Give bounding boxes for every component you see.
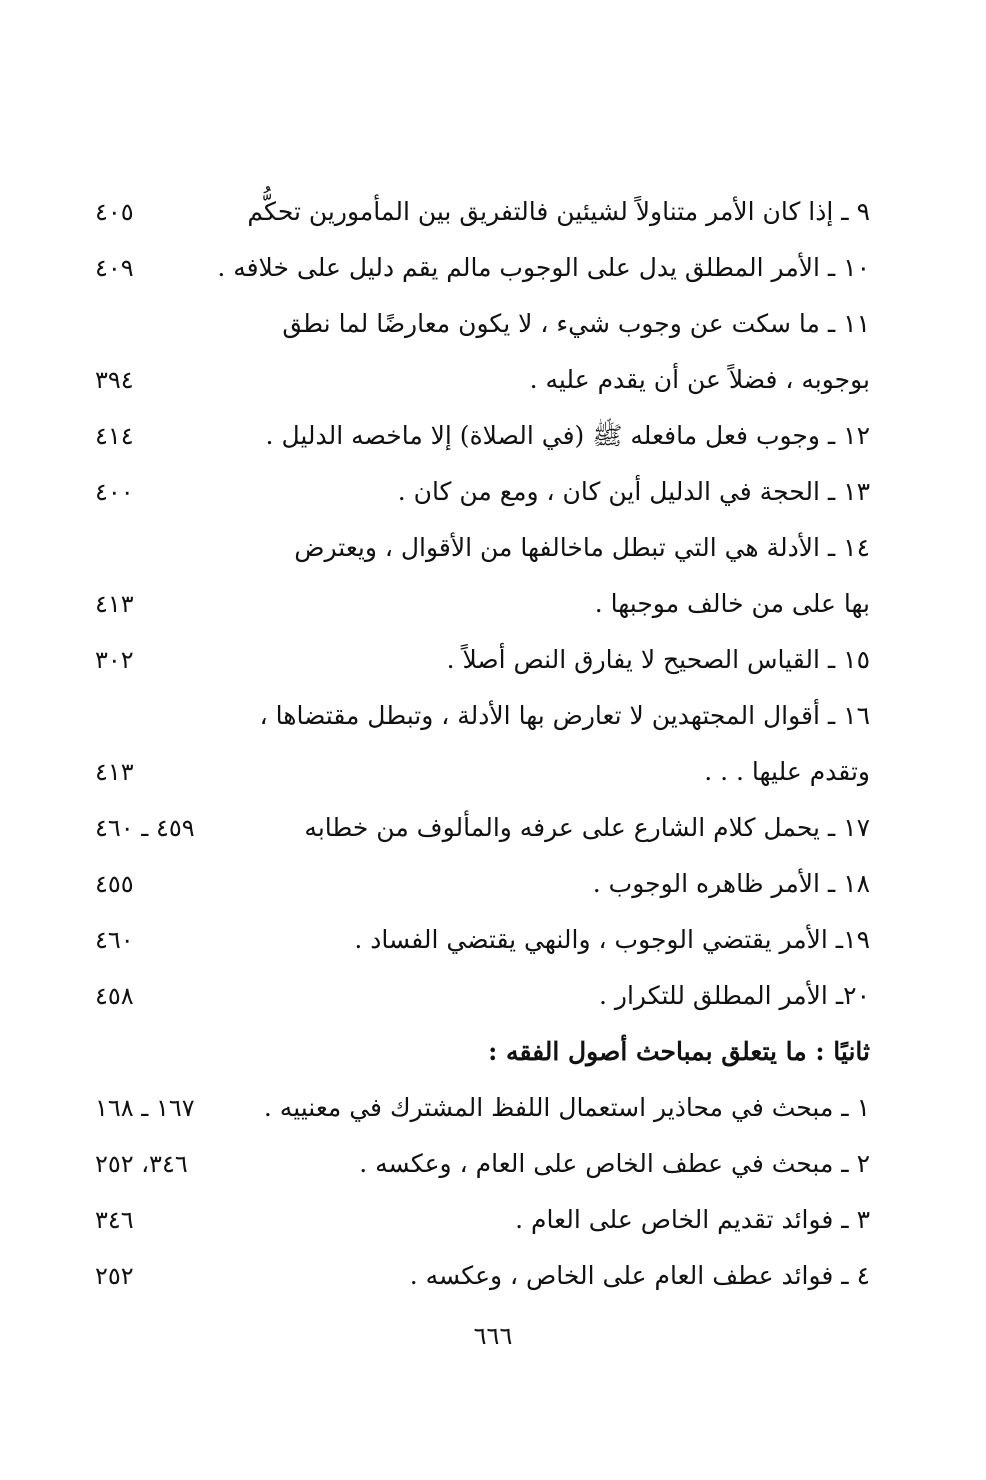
entry-text: ١٦ ـ أقوال المجتهدين لا تعارض بها الأدلة ، وتبطل مقتضاها ، <box>259 701 870 730</box>
index-entry <box>95 912 870 968</box>
entry-text: ٤ ـ فوائد عطف العام على الخاص ، وعكسه . <box>409 1261 870 1290</box>
section-heading <box>95 1024 870 1080</box>
entry-text: ٢ ـ مبحث في عطف الخاص على العام ، وعكسه . <box>359 1149 870 1178</box>
entry-page-ref: ٤٠٥ <box>95 198 134 226</box>
entry-page-ref: ٤٥٨ <box>95 982 134 1010</box>
entry-page-ref: ٤٥٩ ـ ٤٦٠ <box>95 814 195 842</box>
index-entry <box>95 352 870 408</box>
index-entry <box>95 296 870 352</box>
index-entry <box>95 1136 870 1192</box>
page-number: ٦٦٦ <box>473 1322 513 1350</box>
entry-text: بها على من خالف موجبها . <box>594 589 870 618</box>
entry-text: ١٩ـ الأمر يقتضي الوجوب ، والنهي يقتضي الفساد . <box>354 925 870 954</box>
entry-text: ١٢ ـ وجوب فعل مافعله ﷺ (في الصلاة) إلا ماخصه الدليل . <box>265 421 870 450</box>
entry-page-ref: ٣٩٤ <box>95 366 134 394</box>
entry-page-ref: ٤١٣ <box>95 590 134 618</box>
index-entry <box>95 408 870 464</box>
index-entry <box>95 184 870 240</box>
section-heading-text: ثانيًا : ما يتعلق بمباحث أصول الفقه : <box>488 1037 870 1066</box>
entry-text: ٣ ـ فوائد تقديم الخاص على العام . <box>515 1205 870 1234</box>
index-entry <box>95 1192 870 1248</box>
index-entry <box>95 688 870 744</box>
entry-text: ١٤ ـ الأدلة هي التي تبطل ماخالفها من الأقوال ، ويعترض <box>294 533 870 562</box>
entry-text: وتقدم عليها . . . <box>704 757 870 786</box>
entry-text: بوجوبه ، فضلاً عن أن يقدم عليه . <box>529 365 870 394</box>
entry-page-ref: ٤٥٥ <box>95 870 134 898</box>
index-entry <box>95 1248 870 1304</box>
entry-text: ١٥ ـ القياس الصحيح لا يفارق النص أصلاً . <box>446 645 870 674</box>
entry-text: ١٣ ـ الحجة في الدليل أين كان ، ومع من كان . <box>397 477 870 506</box>
entry-page-ref: ٤٠٩ <box>95 254 134 282</box>
entry-text: ١١ ـ ما سكت عن وجوب شيء ، لا يكون معارضًا لما نطق <box>282 309 870 338</box>
entry-page-ref: ٣٠٢ <box>95 646 134 674</box>
entry-page-ref: ٣٤٦ <box>95 1206 134 1234</box>
index-entry <box>95 576 870 632</box>
entry-page-ref: ٤٦٠ <box>95 926 134 954</box>
index-entry <box>95 520 870 576</box>
entry-page-ref: ١٦٧ ـ ١٦٨ <box>95 1094 195 1122</box>
index-entry <box>95 464 870 520</box>
index-entry <box>95 632 870 688</box>
index-entry <box>95 1080 870 1136</box>
entry-text: ١ ـ مبحث في محاذير استعمال اللفظ المشترك في معنييه . <box>263 1093 870 1122</box>
index-entry <box>95 968 870 1024</box>
index-entry <box>95 744 870 800</box>
entry-page-ref: ٤١٤ <box>95 422 134 450</box>
entry-text: ٩ ـ إذا كان الأمر متناولاً لشيئين فالتفريق بين المأمورين تحكُّم <box>247 197 870 226</box>
entry-page-ref: ٤٠٠ <box>95 478 134 506</box>
entry-text: ١٨ ـ الأمر ظاهره الوجوب . <box>592 869 870 898</box>
entry-page-ref: ٢٥٢ <box>95 1262 134 1290</box>
entry-text: ١٠ ـ الأمر المطلق يدل على الوجوب مالم يقم دليل على خلافه . <box>217 253 870 282</box>
entry-page-ref: ٤١٣ <box>95 758 134 786</box>
index-entry <box>95 800 870 856</box>
entry-text: ١٧ ـ يحمل كلام الشارع على عرفه والمألوف من خطابه <box>304 813 870 842</box>
index-entry <box>95 240 870 296</box>
entry-text: ٢٠ـ الأمر المطلق للتكرار . <box>598 981 870 1010</box>
index-entry <box>95 856 870 912</box>
entry-page-ref: ٣٤٦، ٢٥٢ <box>95 1150 188 1178</box>
